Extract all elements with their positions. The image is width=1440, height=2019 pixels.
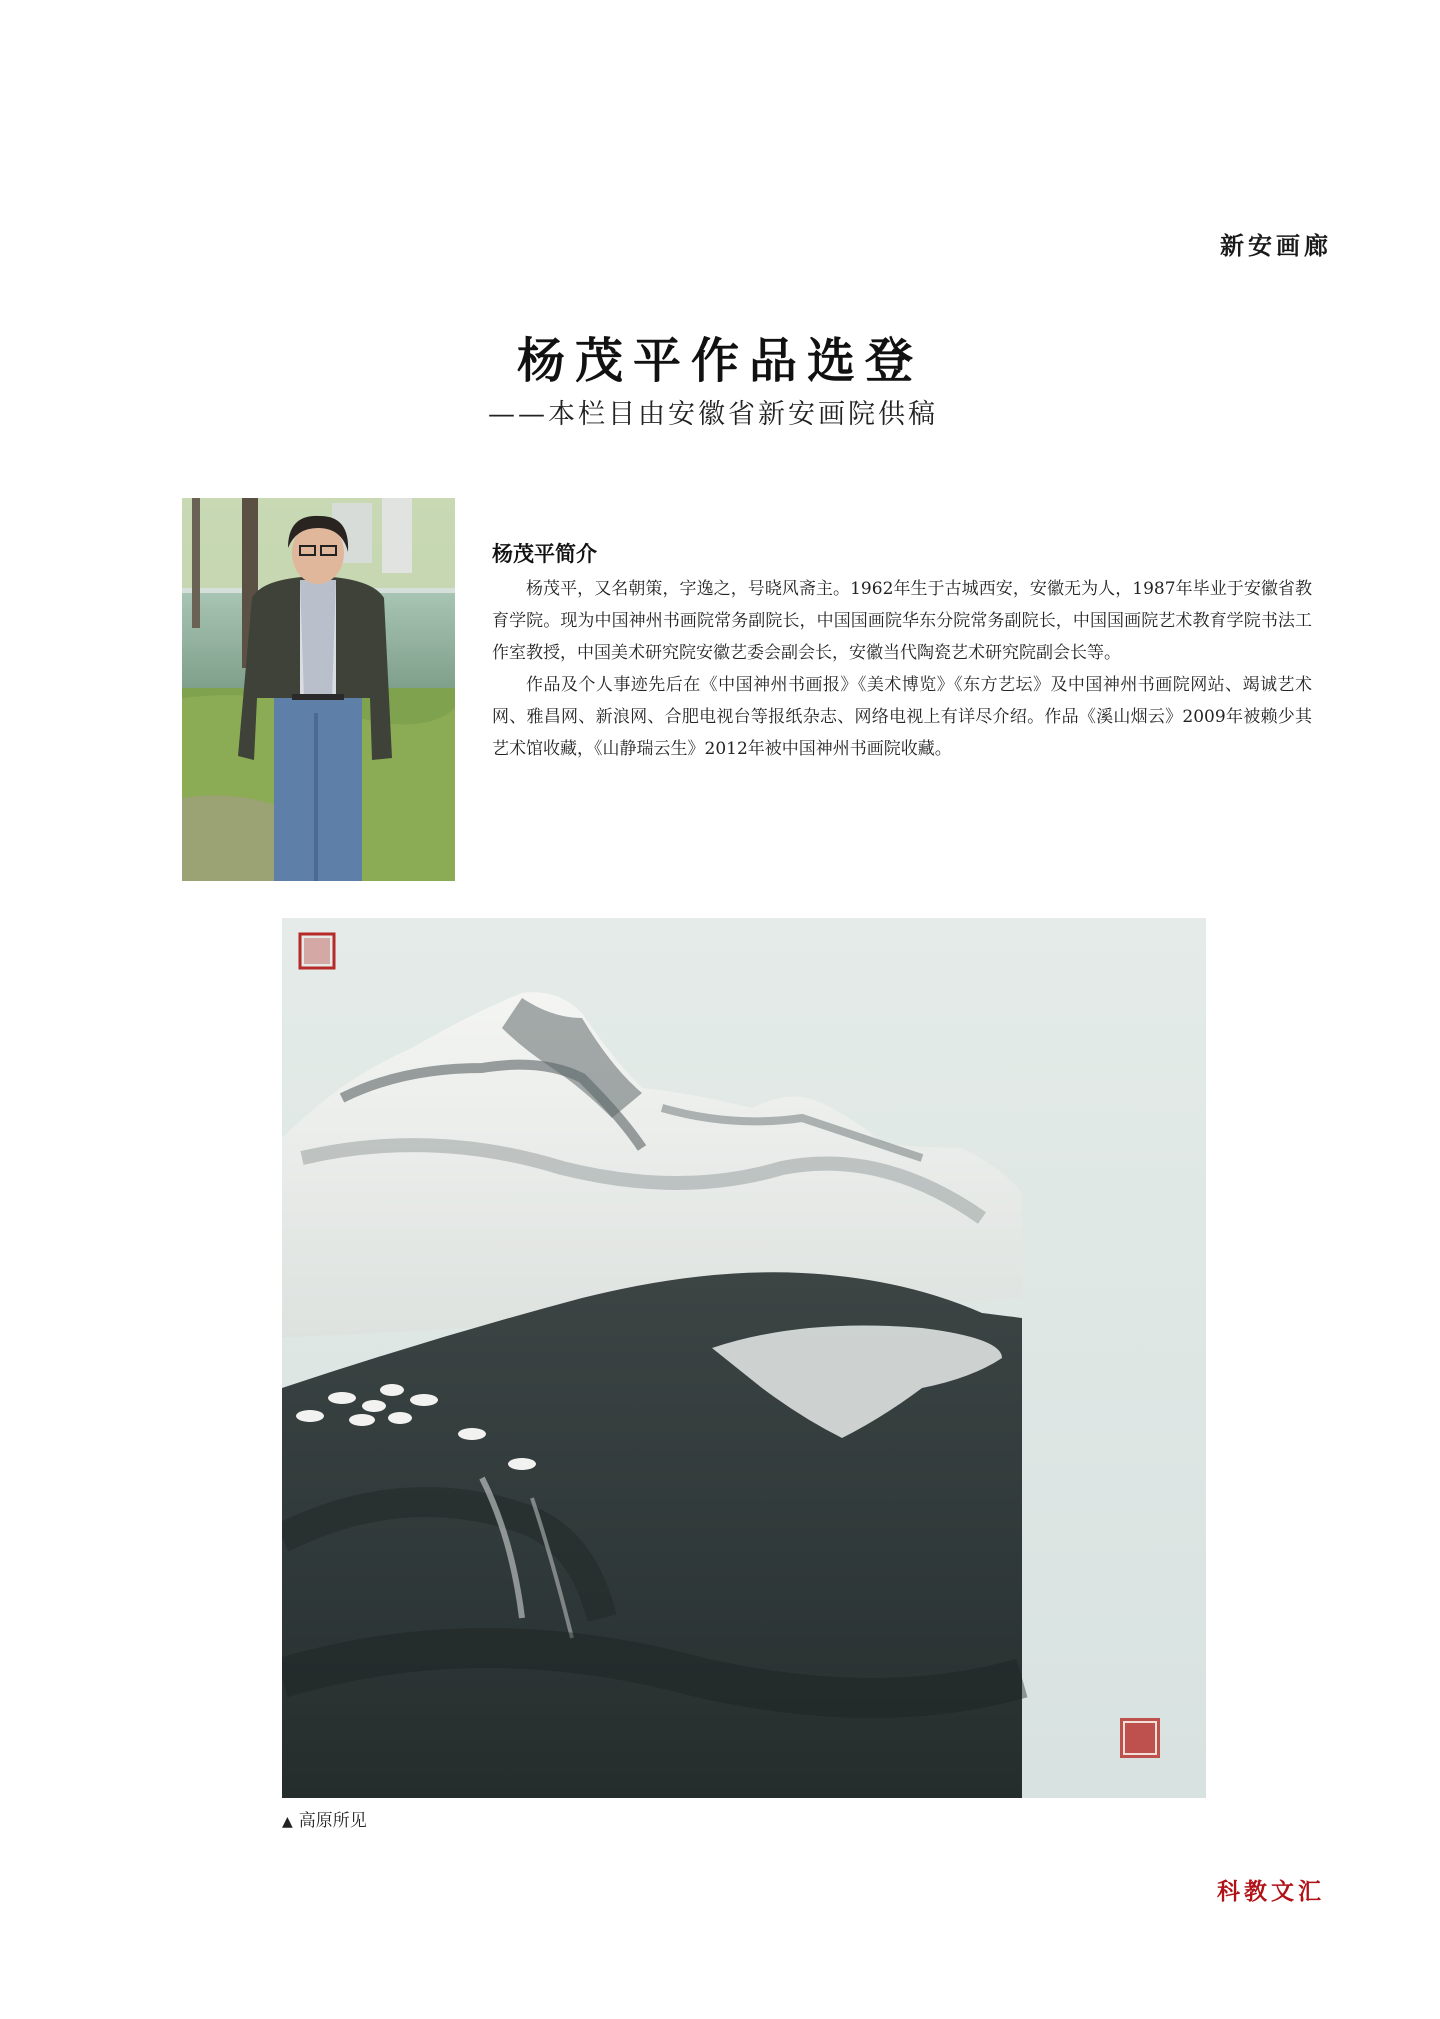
section-label: 新安画廊	[1220, 232, 1332, 260]
magazine-name: 科教文汇	[1217, 1879, 1325, 1905]
bio-paragraph: 作品及个人事迹先后在《中国神州书画报》《美术博览》《东方艺坛》及中国神州书画院网站、竭诚艺术网、雅昌网、新浪网、合肥电视台等报纸杂志、网络电视上有详尽介绍。作品《溪山烟云》2009年被赖少其艺术馆收藏，《山静瑞云生》2012年被中国神州书画院收藏。	[492, 675, 1312, 759]
bio-text	[492, 573, 1312, 765]
article-subtitle: ——本栏目由安徽省新安画院供稿	[488, 399, 938, 430]
caption-triangle-icon: ▲	[282, 1814, 293, 1830]
painting-caption	[282, 1806, 367, 1831]
artist-photo	[182, 498, 455, 881]
caption-text: 高原所见	[298, 1811, 367, 1831]
article-title: 杨茂平作品选登	[516, 333, 923, 389]
bio-paragraph: 杨茂平，又名朝策，字逸之，号晓风斋主。1962年生于古城西安，安徽无为人，1987年毕业于安徽省教育学院。现为中国神州书画院常务副院长，中国国画院华东分院常务副院长，中国国画院艺术教育学院书法工作室教授，中国美术研究院安徽艺委会副会长，安徽当代陶瓷艺术研究院副会长等。	[492, 579, 1312, 663]
bio-heading: 杨茂平简介	[492, 542, 597, 566]
painting	[282, 918, 1206, 1798]
